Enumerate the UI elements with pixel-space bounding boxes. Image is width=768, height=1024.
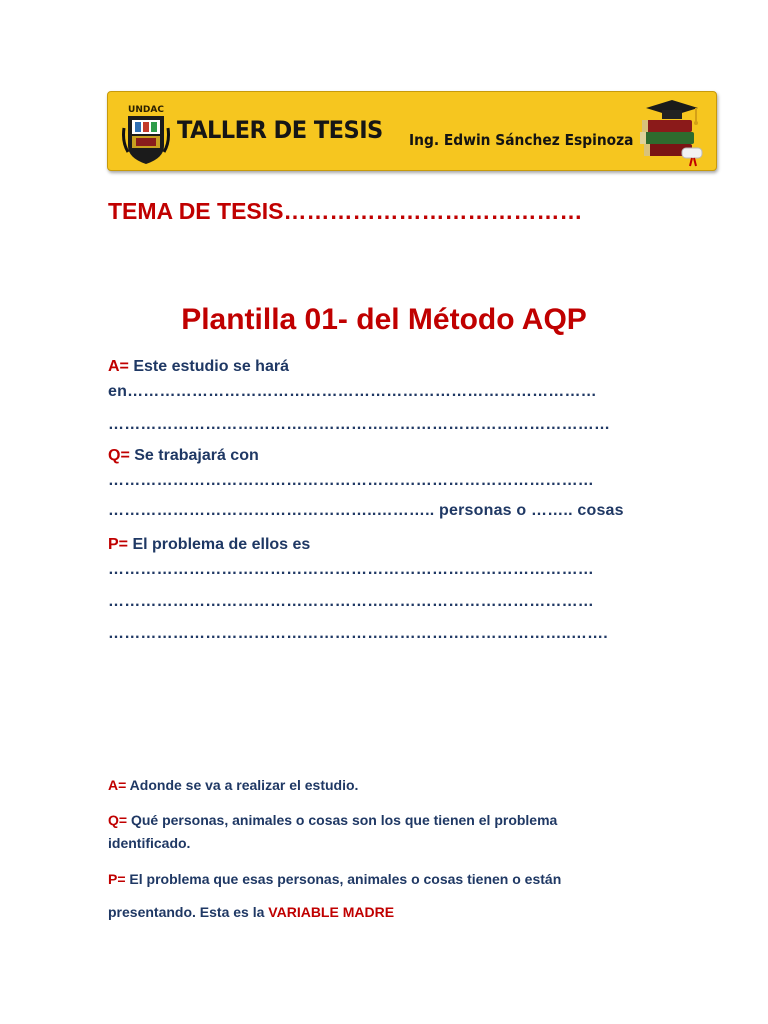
- note-q-text-2: identificado.: [108, 835, 191, 851]
- note-a-text: Adonde se va a realizar el estudio.: [129, 777, 359, 793]
- note-a-label: A=: [108, 777, 127, 793]
- books-graduation-cap-icon: [636, 96, 706, 168]
- p-row: [108, 536, 310, 554]
- a-row: [108, 358, 289, 376]
- q-dotted-line-1: ………………………………………………………………………………: [108, 472, 594, 489]
- q-label: Q=: [108, 447, 130, 464]
- note-p: [108, 868, 561, 891]
- note-a: [108, 774, 358, 797]
- a-dotted-line-2: …………………………………………………………………………………: [108, 416, 611, 433]
- note-q-label: Q=: [108, 812, 128, 828]
- note-p-label: P=: [108, 871, 126, 887]
- p-label: P=: [108, 536, 129, 553]
- q-dotted-line-2: …………………………………………..……….. personas o …….. cosas: [108, 502, 624, 519]
- p-text: El problema de ellos es: [132, 536, 311, 553]
- header-banner: [107, 91, 717, 171]
- note-q-text-1: Qué personas, animales o cosas son los que tienen el problema: [130, 812, 558, 828]
- page-title: Plantilla 01- del Método AQP: [181, 303, 587, 336]
- a-dotted-line-1: en……………………………………………………………………………: [108, 383, 597, 400]
- note-p-text-1: El problema que esas personas, animales o cosas tienen o están: [129, 871, 562, 887]
- note-q: [108, 809, 557, 855]
- logo-lettering: UNDAC: [128, 105, 164, 115]
- a-label: A=: [108, 358, 129, 375]
- p-dotted-line-3: …………………………………………………………………………..…….: [108, 625, 608, 642]
- note-p-text-2: presentando. Esta es la: [108, 904, 265, 920]
- a-text: Este estudio se hará: [133, 358, 289, 375]
- university-shield-logo: [122, 98, 170, 166]
- p-dotted-line-2: ………………………………………………………………………………: [108, 593, 594, 610]
- p-dotted-line-1: ………………………………………………………………………………: [108, 561, 594, 578]
- note-p-continued: [108, 901, 394, 924]
- banner-title: TALLER DE TESIS: [177, 116, 383, 144]
- q-text: Se trabajará con: [134, 447, 259, 464]
- variable-madre-highlight: VARIABLE MADRE: [268, 904, 395, 920]
- thesis-topic-title: TEMA DE TESIS…………………………………: [108, 198, 583, 224]
- q-row: [108, 447, 259, 465]
- banner-author: Ing. Edwin Sánchez Espinoza: [409, 131, 634, 149]
